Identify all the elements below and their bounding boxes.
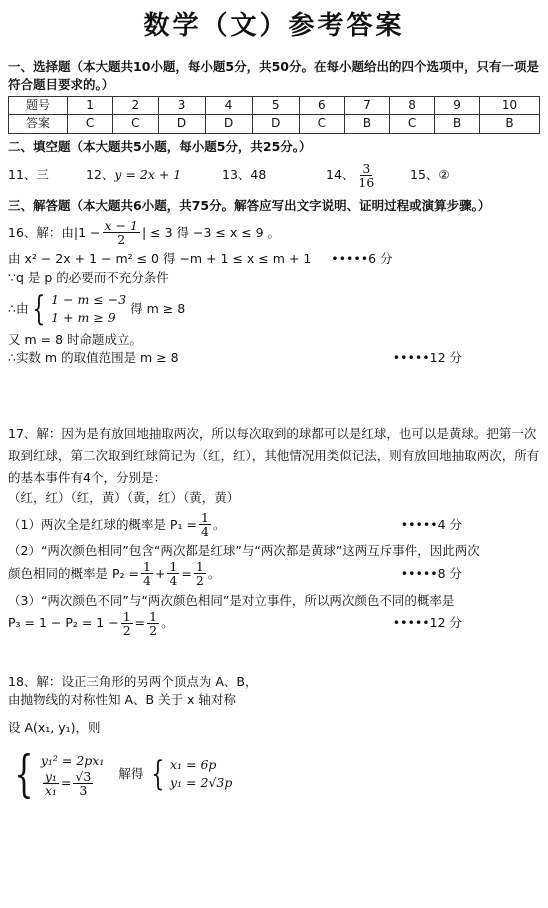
q16-text: 由 x² − 2x + 1 − m² ≤ 0 得 −m + 1 ≤ x ≤ m + 1 — [8, 251, 312, 267]
table-cell: C — [68, 115, 113, 133]
q18-system-1: { y₁² = 2px₁ $\frac{\text{y₁}}{\text{x₁}}$ = $\frac{√3}{3}$ — [14, 745, 105, 804]
answer-15: 15、② — [410, 167, 450, 183]
q18-text: 解得 — [118, 766, 144, 782]
q16-text: ∴实数 m 的取值范围是 m ≥ 8 — [8, 350, 179, 366]
q17-line-prob3: P₃ = 1 − P₂ = 1 − $\frac{1}{2}$ = $\frac{1}{2}$ 。 •••••12 分 — [8, 608, 462, 638]
system-line: 1 + m ≥ 9 — [51, 309, 116, 325]
q16-text: 得 m ≥ 8 — [130, 300, 186, 316]
table-cell: C — [299, 115, 344, 133]
table-cell: B — [344, 115, 389, 133]
table-cell: 10 — [480, 96, 540, 114]
fraction-numerator: 1 — [200, 509, 209, 525]
q16-system — [28, 288, 127, 329]
answer-12: y = 2x + 1 — [114, 167, 182, 183]
q17-line-prob2-text: （2）“两次颜色相同”包含“两次都是红球”与“两次都是黄球”这两互斥事件，因此两次 — [8, 543, 480, 559]
fraction-numerator: √3 — [75, 768, 92, 784]
q17-text: 。 — [207, 565, 221, 581]
q16-line2 — [8, 250, 540, 268]
table-row — [9, 96, 540, 114]
q16-text: | ≤ 3 得 −3 ≤ x ≤ 9 。 — [141, 224, 281, 240]
q17-text: （1）两次全是红球的概率是 P₁ = — [8, 516, 197, 532]
table-cell: 2 — [113, 96, 158, 114]
answer-sheet — [0, 8, 548, 908]
section2-heading: 二、填空题（本大题共5小题，每小题5分，共25分。） — [8, 138, 312, 154]
system-line: 1 − m ≤ −3 — [51, 291, 127, 307]
score-marker: •••••4 分 — [400, 516, 462, 532]
table-cell: C — [113, 115, 158, 133]
answer-11: 11、三 — [8, 167, 49, 183]
q17-fraction — [147, 610, 159, 637]
q17-fraction — [199, 511, 211, 538]
fraction-denominator: 2 — [195, 573, 204, 589]
q17-fraction — [167, 560, 179, 587]
fraction-numerator: 1 — [122, 608, 131, 624]
fraction-numerator: 1 — [149, 608, 158, 624]
table-cell: 4 — [205, 96, 252, 114]
answer-12-label: 12、 — [86, 167, 115, 183]
fill-in-answers — [8, 162, 540, 189]
system-fraction — [43, 770, 59, 797]
fraction-numerator: 3 — [362, 160, 371, 176]
score-marker: •••••8 分 — [400, 565, 462, 581]
section3-heading: 三、解答题（本大题共6小题，共75分。解答应写出文字说明、证明过程或演算步骤。） — [8, 198, 491, 214]
q16-line6 — [8, 349, 540, 367]
q16-line3 — [8, 269, 540, 287]
table-cell: B — [435, 115, 480, 133]
q16-text: 又 m = 8 时命题成立。 — [8, 331, 142, 347]
table-cell: B — [480, 115, 540, 133]
table-cell: 6 — [299, 96, 344, 114]
score-marker: •••••12 分 — [392, 615, 462, 631]
table-cell: 8 — [389, 96, 434, 114]
answer-14-fraction — [356, 162, 376, 189]
q17-line-prob3-text: （3）“两次颜色不同”与“两次颜色相同”是对立事件，所以两次颜色不同的概率是 — [8, 592, 455, 608]
table-row — [9, 115, 540, 133]
system-line: y₁² = 2px₁ — [40, 752, 105, 768]
q16-line4 — [8, 288, 540, 329]
system-line: y₁ = 2√3p — [170, 775, 233, 791]
fraction-denominator: 3 — [79, 782, 88, 798]
answer-table — [8, 96, 540, 134]
q17-fraction — [121, 610, 133, 637]
q18-system-2 — [147, 754, 233, 795]
fraction-denominator: 4 — [200, 524, 209, 540]
fraction-denominator: 4 — [169, 573, 178, 589]
q16-line5 — [8, 331, 540, 349]
q17-text: 。 — [212, 516, 226, 532]
table-cell: D — [158, 115, 205, 133]
q16-line1 — [8, 219, 540, 246]
table-row-label: 答案 — [9, 115, 68, 133]
q18-systems — [8, 745, 540, 804]
q17-text: 。 — [161, 615, 174, 631]
left-brace: { — [151, 754, 165, 795]
page-title: 数学（文）参考答案 — [143, 11, 405, 41]
fraction-denominator: x₁ — [44, 782, 57, 798]
fraction-denominator: 16 — [358, 174, 375, 190]
answer-14-label: 14、 — [326, 166, 355, 182]
fraction-numerator: y₁ — [44, 768, 57, 784]
score-marker: •••••6 分 — [331, 251, 393, 267]
q17-paragraph: 17、解：因为是有放回地抽取两次，所以每次取到的球都可以是红球，也可以是黄球。把第一次取到红球，第二次取到红球简记为（红，红），其他情况用类似记法，则有放回地抽取两次，所有的基本事件有4个，分别是： — [8, 426, 540, 485]
table-cell: 7 — [344, 96, 389, 114]
fraction-numerator: 1 — [142, 559, 151, 575]
fraction-denominator: 2 — [149, 622, 158, 638]
fraction-denominator: 4 — [142, 573, 151, 589]
fraction-denominator: 2 — [122, 622, 131, 638]
table-cell: 5 — [252, 96, 299, 114]
answer-13: 13、48 — [222, 167, 267, 183]
q17-fraction — [141, 560, 153, 587]
q16-text: ∵q 是 p 的必要而不充分条件 — [8, 269, 169, 285]
fraction-denominator: 2 — [117, 232, 126, 248]
q17-text: 颜色相同的概率是 P₂ = — [8, 565, 139, 581]
table-row-label: 题号 — [9, 96, 68, 114]
q18-line2: 由抛物线的对称性知 A、B 关于 x 轴对称 — [8, 692, 236, 708]
q16-text: 16、解：由|1 − — [8, 224, 101, 240]
table-cell: 3 — [158, 96, 205, 114]
q17-outcomes: （红，红）（红，黄）（黄，红）（黄，黄） — [8, 489, 240, 505]
system-line: x₁ = 6p — [170, 757, 217, 773]
system-fraction — [73, 770, 93, 797]
table-cell: D — [252, 115, 299, 133]
q16-fraction — [103, 219, 140, 246]
q17-fraction — [194, 560, 206, 587]
q18-line3: 设 A(x₁, y₁)，则 — [8, 720, 101, 736]
table-cell: C — [389, 115, 434, 133]
fraction-numerator: 1 — [195, 559, 204, 575]
score-marker: •••••12 分 — [392, 350, 462, 366]
q17-line-prob2: 颜色相同的概率是 P₂ = $\frac{1}{4}$ + $\frac{1}{4}$ = $\frac{1}{2}$ 。 •••••8 分 — [8, 559, 462, 589]
q16-text: ∴由 — [8, 300, 29, 316]
q18-line1: 18、解：设正三角形的另两个顶点为 A、B， — [8, 673, 258, 689]
q17-line-prob1 — [8, 511, 540, 538]
table-cell: 1 — [68, 96, 113, 114]
fraction-numerator: x − 1 — [104, 218, 138, 234]
table-cell: 9 — [435, 96, 480, 114]
table-cell: D — [205, 115, 252, 133]
left-brace: { — [14, 745, 34, 804]
fraction-numerator: 1 — [169, 559, 178, 575]
left-brace: { — [32, 288, 46, 329]
q17-text: P₃ = 1 − P₂ = 1 − — [8, 615, 119, 631]
section1-heading: 一、选择题（本大题共10小题，每小题5分，共50分。在每小题给出的四个选项中，只有一项是符合题目要求的。） — [8, 58, 539, 92]
